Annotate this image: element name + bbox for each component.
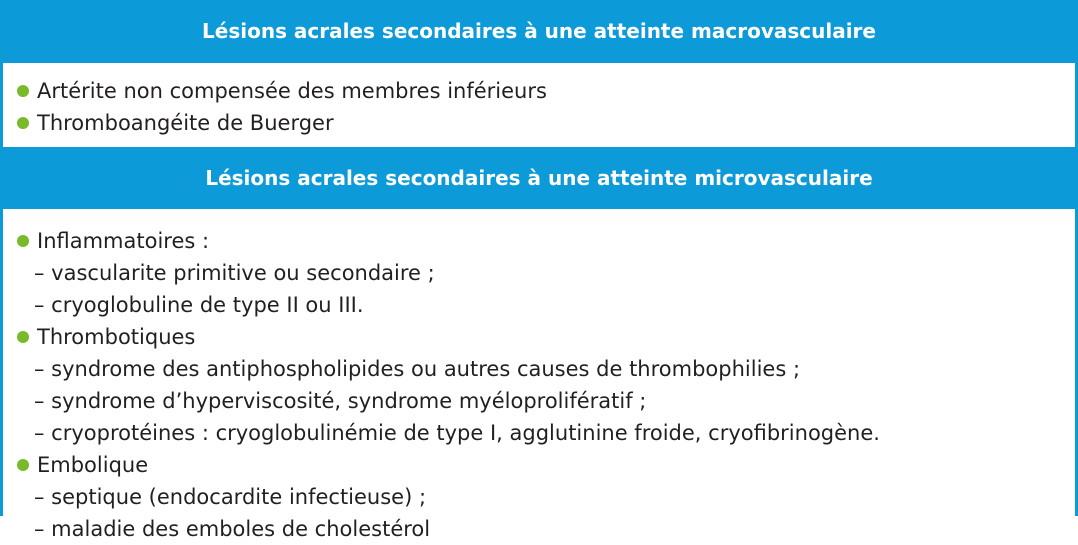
sub-list-item: – septique (endocardite infectieuse) ; bbox=[34, 485, 427, 509]
sub-list-item: – cryoprotéines : cryoglobulinémie de type I, agglutinine froide, cryofibrinogène. bbox=[34, 421, 880, 445]
sub-list-item: – syndrome d’hyperviscosité, syndrome myéloprolifératif ; bbox=[34, 389, 647, 413]
list-item-text: Inflammatoires : bbox=[37, 229, 210, 253]
list-item bbox=[3, 449, 1075, 481]
bullet-icon bbox=[17, 235, 29, 247]
section-body-macrovascular bbox=[3, 63, 1075, 147]
bullet-icon bbox=[17, 331, 29, 343]
list-item bbox=[3, 75, 1075, 107]
list-item-text: Embolique bbox=[37, 453, 149, 477]
list-item bbox=[3, 321, 1075, 353]
sub-list-item: – cryoglobuline de type II ou III. bbox=[34, 293, 364, 317]
bullet-icon bbox=[17, 459, 29, 471]
sub-list-item: – maladie des emboles de cholestérol bbox=[34, 517, 431, 541]
list-item bbox=[3, 225, 1075, 257]
list-item-text: Thromboangéite de Buerger bbox=[37, 111, 334, 135]
bullet-icon bbox=[17, 85, 29, 97]
section-body-microvascular bbox=[3, 209, 1075, 545]
section-header-microvascular: Lésions acrales secondaires à une atteinte microvasculaire bbox=[3, 147, 1075, 209]
section-header-macrovascular: Lésions acrales secondaires à une atteinte macrovasculaire bbox=[3, 0, 1075, 63]
bullet-icon bbox=[17, 117, 29, 129]
list-item bbox=[3, 107, 1075, 139]
list-item-text: Thrombotiques bbox=[37, 325, 196, 349]
sub-list-item: – vascularite primitive ou secondaire ; bbox=[34, 261, 435, 285]
list-item-text: Artérite non compensée des membres inférieurs bbox=[37, 79, 547, 103]
sub-list-item: – syndrome des antiphospholipides ou autres causes de thrombophilies ; bbox=[34, 357, 801, 381]
